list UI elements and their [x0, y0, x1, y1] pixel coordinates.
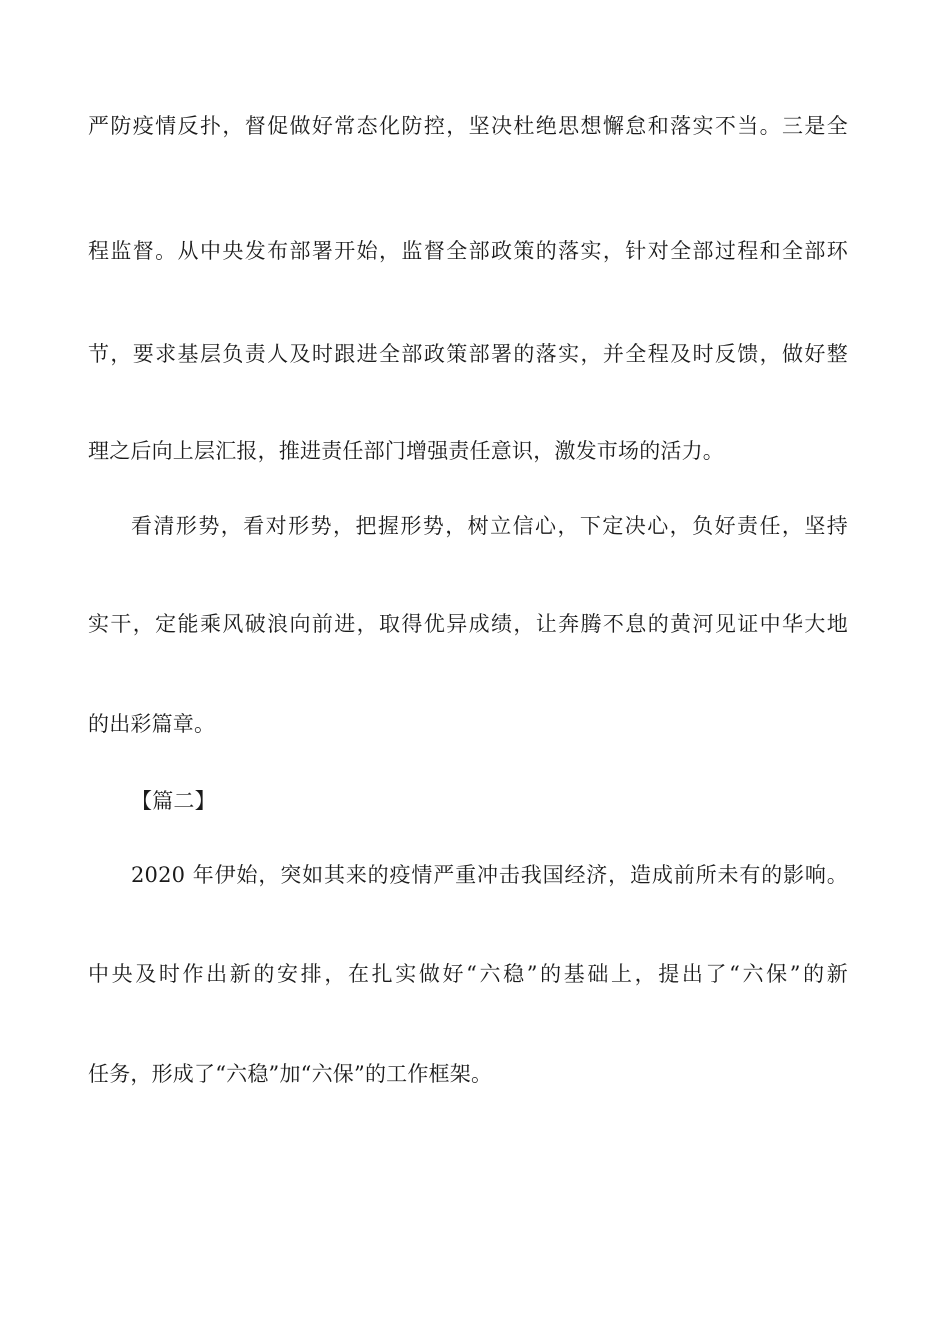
section-heading: 【篇二】 [131, 789, 216, 813]
paragraph-line: 任务，形成了“六稳”加“六保”的工作框架。 [88, 1062, 493, 1086]
paragraph-line: 严防疫情反扑，督促做好常态化防控，坚决杜绝思想懈怠和落实不当。三是全 [88, 114, 848, 138]
paragraph-line: 2020 年伊始，突如其来的疫情严重冲击我国经济，造成前所未有的影响。 [131, 863, 848, 887]
paragraph-line: 实干，定能乘风破浪向前进，取得优异成绩，让奔腾不息的黄河见证中华大地 [88, 612, 848, 636]
paragraph-line: 看清形势，看对形势，把握形势，树立信心，下定决心，负好责任，坚持 [131, 514, 848, 538]
paragraph-line: 节，要求基层负责人及时跟进全部政策部署的落实，并全程及时反馈，做好整 [88, 342, 848, 366]
paragraph-line: 的出彩篇章。 [88, 712, 216, 736]
paragraph-line: 理之后向上层汇报，推进责任部门增强责任意识，激发市场的活力。 [88, 439, 724, 463]
paragraph-line: 程监督。从中央发布部署开始，监督全部政策的落实，针对全部过程和全部环 [88, 239, 848, 263]
paragraph-line: 中央及时作出新的安排，在扎实做好“六稳”的基础上，提出了“六保”的新 [88, 962, 848, 986]
